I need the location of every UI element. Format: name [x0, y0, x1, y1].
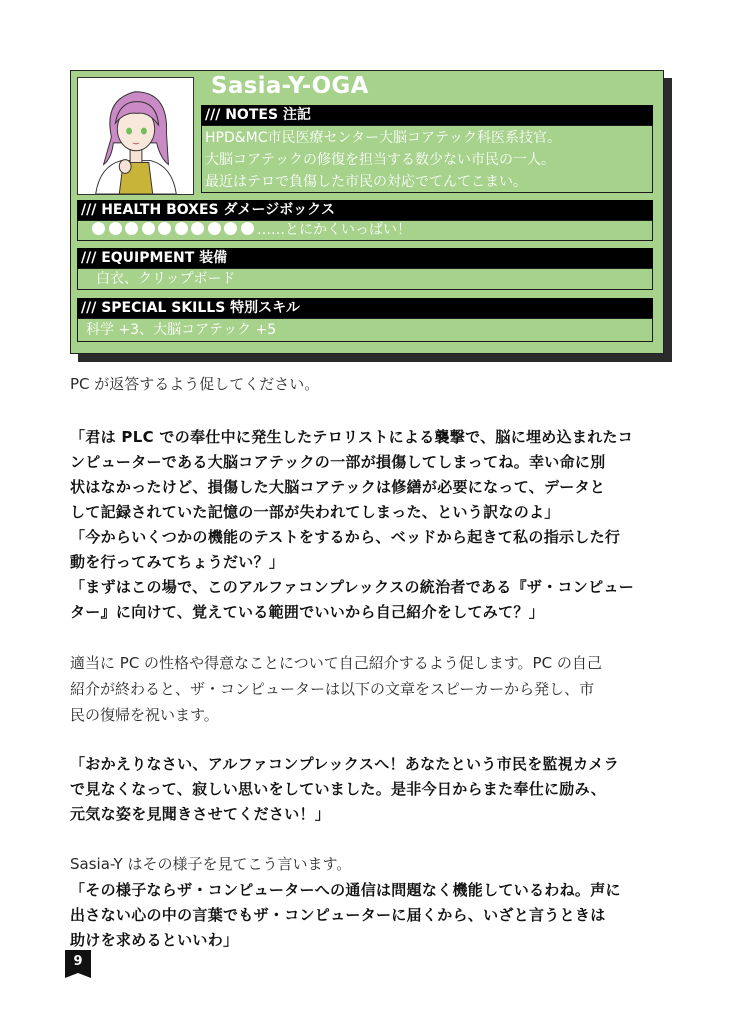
text-line: 適当に PC の性格や得意なことについて自己紹介するよう促します。PC の自己: [70, 654, 602, 672]
notes-line: HPD&MC市民医療センター大脳コアテック科医系技官。: [205, 130, 561, 146]
text-line: 「おかえりなさい、アルファコンプレックスへ！あなたという市民を監視カメラ: [70, 755, 620, 773]
health-box-dot: [175, 222, 188, 235]
text-line: 紹介が終わると、ザ・コンピューターは以下の文章をスピーカーから発し、市: [70, 680, 595, 698]
text-line: 民の復帰を祝います。: [70, 706, 219, 724]
text-line: 動を行ってみてちょうだい？」: [70, 553, 285, 571]
text-line: で見なくなって、寂しい思いをしていました。是非今日からまた奉仕に励み、: [70, 780, 607, 798]
paragraph-narration: [70, 851, 670, 877]
special-skills-header: /// SPECIAL SKILLS 特別スキル: [77, 298, 653, 318]
health-box-dot: [125, 222, 138, 235]
equipment-body: 白衣、クリップボード: [77, 268, 653, 290]
notes-line: 大脳コアテックの修復を担当する数少ない市民の一人。: [205, 152, 555, 168]
text-line: 出さない心の中の言葉でもザ・コンピューターに届くから、いざと言うときは: [70, 906, 606, 924]
character-card: [70, 70, 664, 354]
text-line: ンピューターである大脳コアテックの一部が損傷してしまってね。幸い命に別: [70, 453, 606, 471]
health-box-dot: [208, 222, 221, 235]
health-boxes-header: /// HEALTH BOXES ダメージボックス: [77, 200, 653, 220]
text-line: 元気な姿を見聞きさせてください！」: [70, 805, 331, 823]
text-line: して記録されていた記憶の一部が失われてしまった、という訳なのよ」: [70, 503, 560, 521]
health-dots: [92, 222, 257, 238]
text-line: 「まずはこの場で、このアルファコンプレックスの統治者である『ザ・コンピュー: [70, 578, 635, 596]
dialogue-sasia-1: [70, 425, 670, 625]
text-line: ター』に向けて、覚えている範囲でいいから自己紹介をしてみて？」: [70, 603, 545, 621]
paragraph-prompt: [70, 371, 670, 397]
text-line: 状はなかったけど、損傷した大脳コアテックは修繕が必要になって、データと: [70, 478, 606, 496]
text-line: Sasia-Y はその様子を見てこう言います。: [70, 855, 352, 873]
health-boxes-body: [77, 220, 653, 241]
health-box-dot: [241, 222, 254, 235]
dialogue-computer: [70, 752, 670, 827]
health-box-dot: [109, 222, 122, 235]
health-box-dot: [224, 222, 237, 235]
health-box-dot: [142, 222, 155, 235]
special-skills-body: 科学 +3、大脳コアテック +5: [77, 318, 653, 342]
health-boxes-text: ……とにかくいっぱい！: [257, 222, 411, 238]
health-box-dot: [92, 222, 105, 235]
notes-header: /// NOTES 注記: [201, 105, 653, 125]
text-line: 「君は PLC での奉仕中に発生したテロリストによる襲撃で、脳に埋め込まれたコ: [70, 428, 634, 446]
equipment-header: /// EQUIPMENT 装備: [77, 248, 653, 268]
text-line: PC が返答するよう促してください。: [70, 375, 320, 393]
health-box-dot: [158, 222, 171, 235]
text-line: 「その様子ならザ・コンピューターへの通信は問題なく機能しているわね。声に: [70, 881, 621, 899]
notes-body: [201, 125, 653, 193]
character-portrait-image: [78, 78, 193, 194]
page-number: 9: [73, 954, 83, 969]
paragraph-instruction: [70, 650, 670, 728]
text-line: 「今からいくつかの機能のテストをするから、ベッドから起きて私の指示した行: [70, 528, 621, 546]
character-name: Sasia-Y-OGA: [211, 73, 369, 99]
text-line: 助けを求めるといいわ」: [70, 931, 239, 949]
dialogue-sasia-2: [70, 878, 670, 953]
character-portrait: [77, 77, 194, 195]
notes-line: 最近はテロで負傷した市民の対応でてんてこまい。: [205, 174, 527, 190]
health-box-dot: [191, 222, 204, 235]
